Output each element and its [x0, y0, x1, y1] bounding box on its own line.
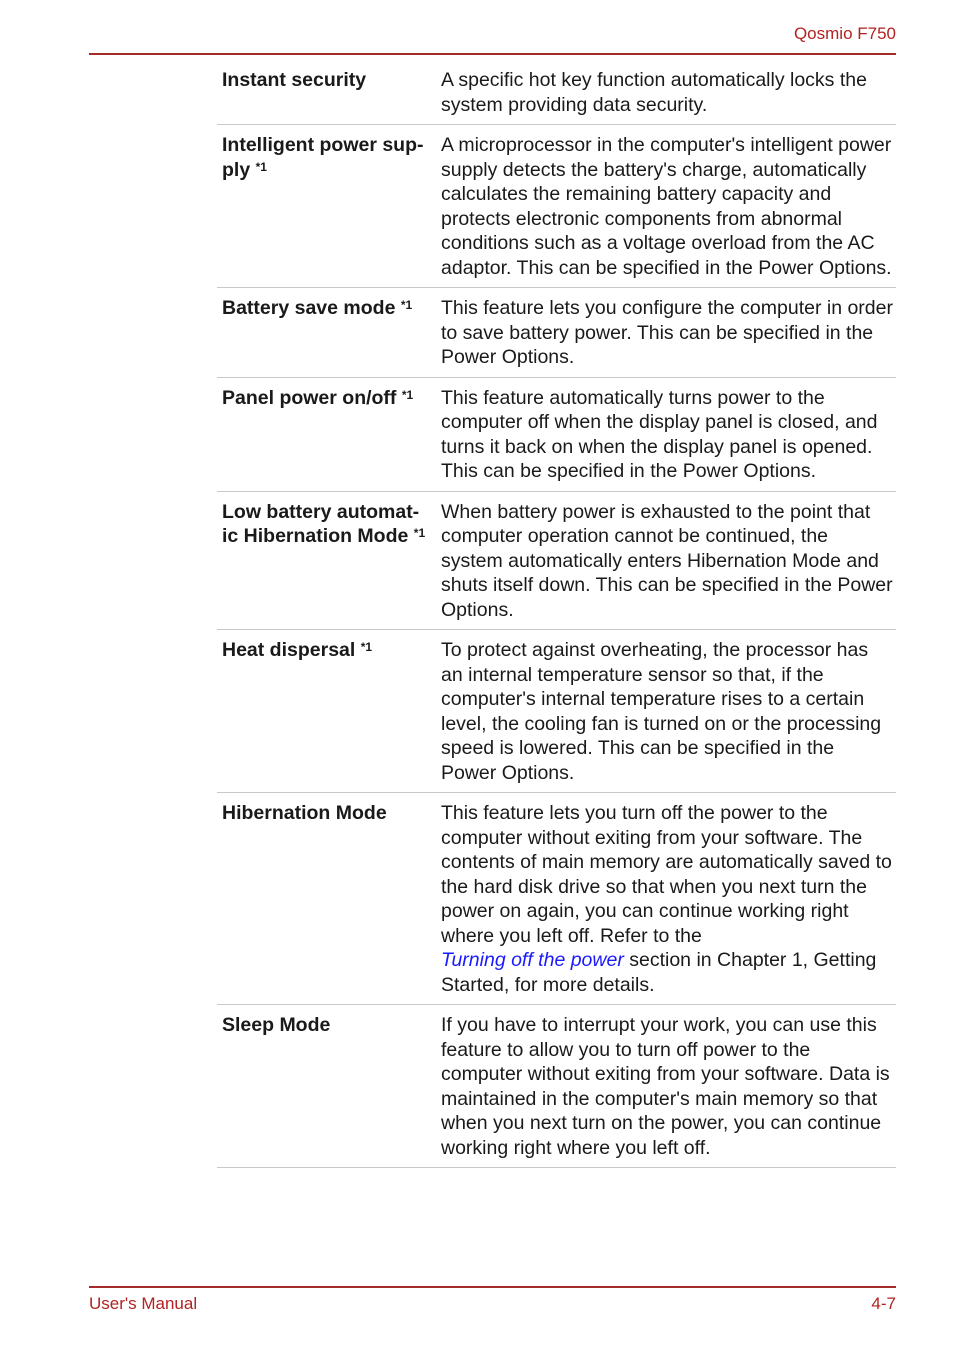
footnote-marker: *1 — [401, 387, 414, 402]
page-number: 4-7 — [871, 1294, 896, 1313]
description-cell — [441, 801, 896, 997]
description-text: This feature lets you turn off the power to the computer without exiting from your software. The contents of main memory are automatically saved to the hard disk drive so that when you next turn the power on again, you can continue working right where you left off. Refer to the — [441, 802, 892, 947]
footnote-marker: *1 — [360, 640, 373, 654]
term-text: Heat dispersal — [222, 639, 356, 661]
footer-manual-label: User's Manual — [89, 1294, 198, 1313]
term-text: Instant security — [222, 69, 367, 91]
description-cell: This feature lets you configure the computer in order to save battery power. This can be specified in the Power Options. — [441, 297, 893, 368]
table-row — [217, 60, 896, 125]
header-title: Qosmio F750 — [793, 24, 896, 43]
term-cell — [217, 500, 441, 623]
term-text: Sleep Mode — [222, 1014, 331, 1036]
footer-rule — [89, 1286, 896, 1288]
header-rule — [89, 53, 896, 55]
description-cell: When battery power is exhausted to the point that computer operation cannot be continued, the system automatically enters Hibernation Mode and shuts itself down. This can be specified in the Power Options. — [441, 500, 893, 621]
feature-table — [217, 60, 896, 1168]
turning-off-power-link[interactable]: Turning off the power — [441, 949, 624, 971]
term-text: Low battery automat- ic Hibernation Mode — [222, 500, 420, 547]
table-row — [217, 125, 896, 288]
term-text: Battery save mode — [222, 297, 396, 319]
table-row — [217, 492, 896, 631]
term-cell — [217, 386, 441, 484]
table-row — [217, 288, 896, 378]
table-row — [217, 378, 896, 492]
term-cell — [217, 638, 441, 785]
term-text: Intelligent power sup- ply — [222, 134, 424, 181]
description-cell: A specific hot key function automatically locks the system providing data security. — [441, 69, 867, 116]
description-cell: To protect against overheating, the processor has an internal temperature sensor so that, if the computer's internal temperature rises to a certain level, the cooling fan is turned on or the processing speed is lowered. This can be specified in the Power Options. — [441, 639, 882, 784]
footnote-marker: *1 — [400, 298, 413, 312]
term-cell — [217, 68, 441, 117]
footnote-marker: *1 — [413, 526, 426, 540]
term-cell — [217, 133, 441, 280]
table-row — [217, 630, 896, 793]
term-cell — [217, 296, 441, 370]
description-cell: A microprocessor in the computer's intelligent power supply detects the battery's charge, automatically calculates the remaining battery capacity and protects electronic components from abnormal conditions such as a voltage overload from the AC adaptor. This can be specified in the Power Options. — [441, 134, 892, 279]
description-text-after: section in Chapter 1, Getting Started, for more details. — [441, 949, 877, 996]
description-cell: This feature automatically turns power to the computer off when the display panel is closed, and turns it back on when the display panel is opened. This can be specified in the Power Options. — [441, 386, 878, 482]
term-cell — [217, 801, 441, 997]
term-text: Hibernation Mode — [222, 802, 387, 824]
table-row — [217, 1005, 896, 1168]
table-row — [217, 793, 896, 1005]
term-cell — [217, 1013, 441, 1160]
footnote-marker: *1 — [255, 159, 267, 174]
description-cell: If you have to interrupt your work, you can use this feature to allow you to turn off power to the computer without exiting from your software. Data is maintained in the computer's main memory so that when you next turn on the power, you can continue working right where you left off. — [441, 1014, 890, 1159]
term-text: Panel power on/off — [222, 386, 397, 409]
